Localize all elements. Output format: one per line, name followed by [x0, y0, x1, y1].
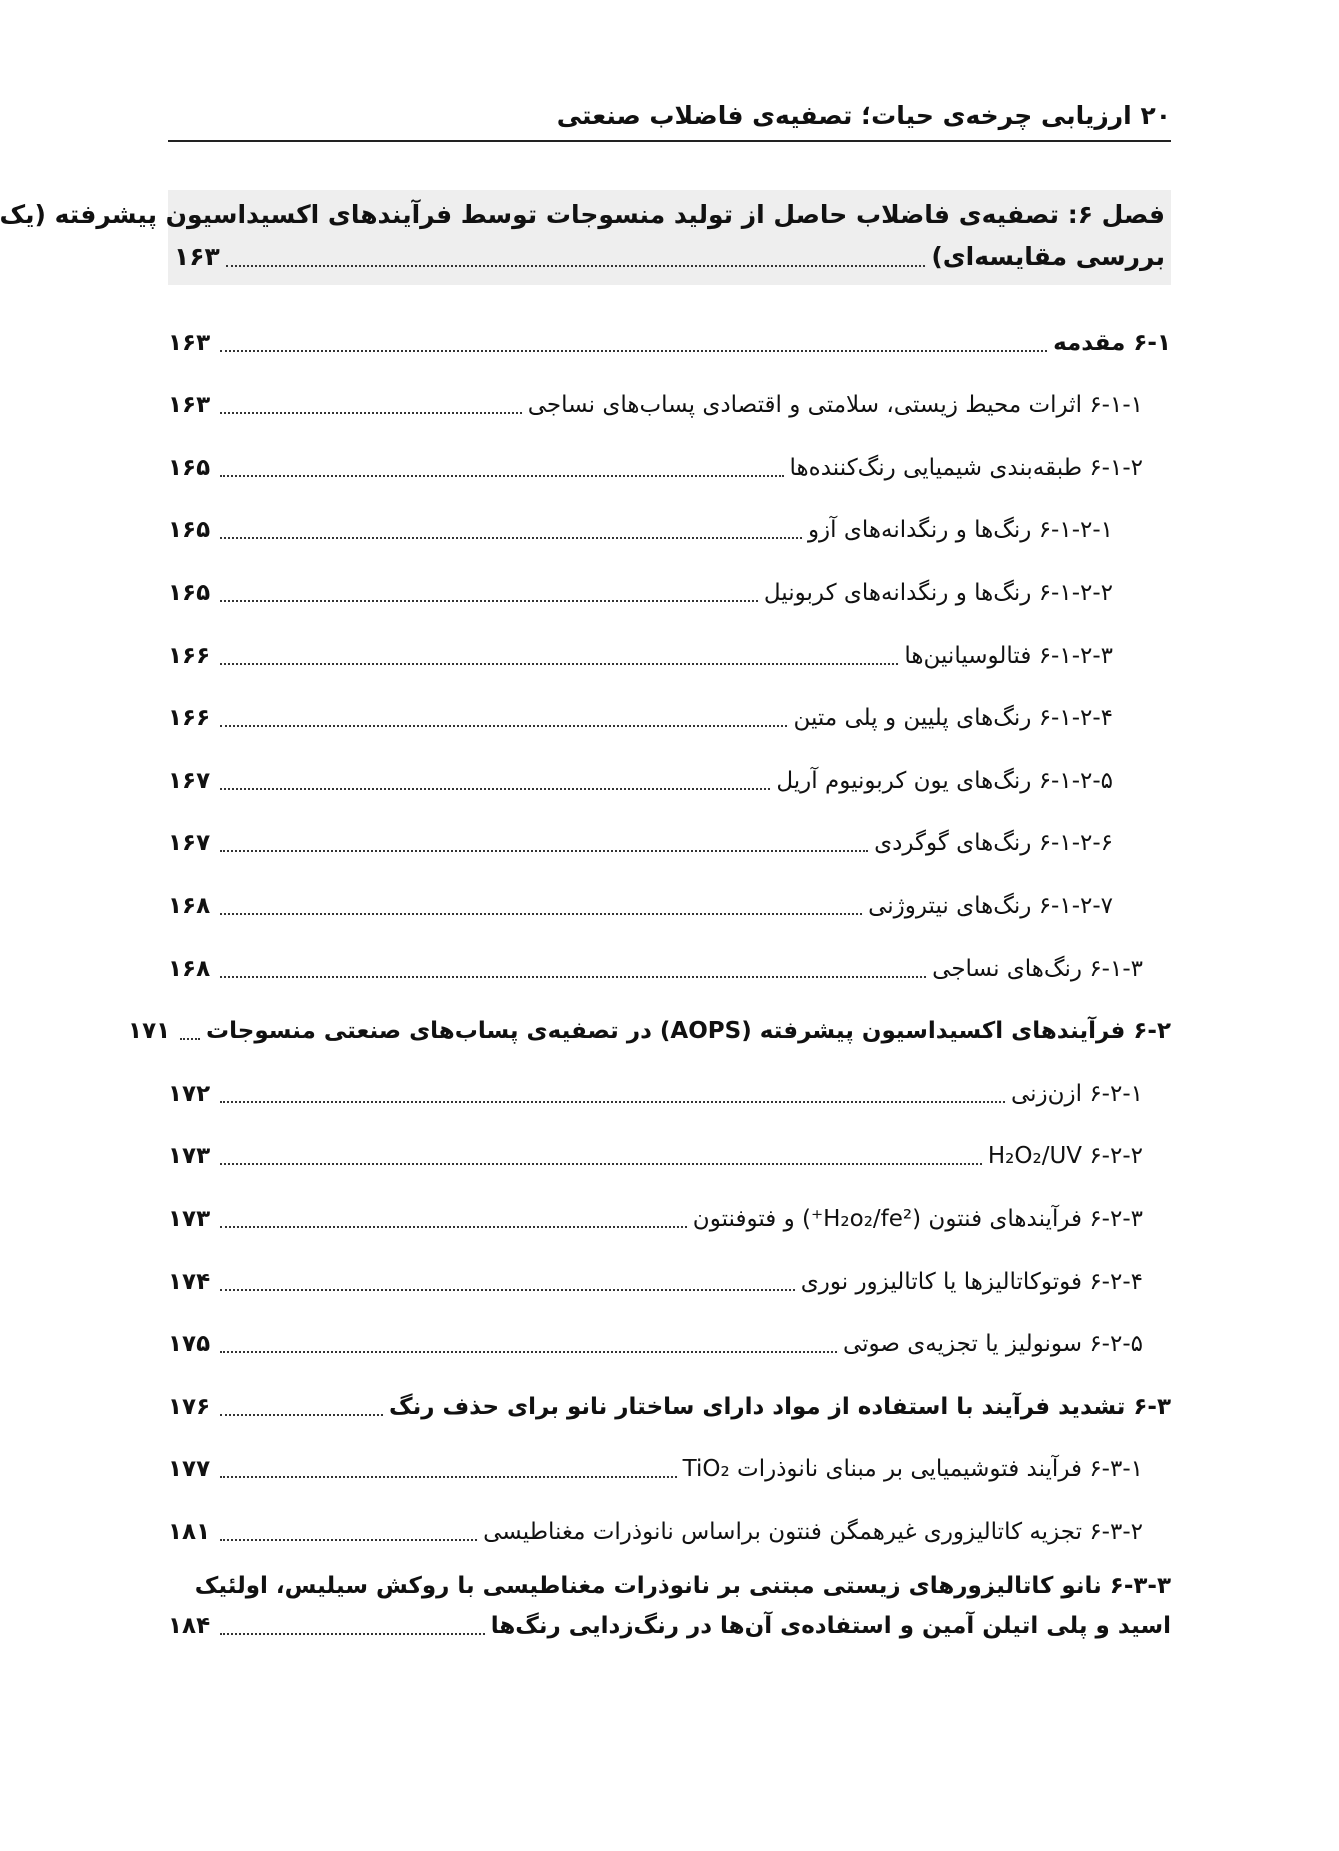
toc-entry-page: ۱۷۳: [168, 1205, 211, 1232]
dot-leader: [220, 475, 784, 477]
toc-entry-title-line2: [168, 1606, 1171, 1646]
toc-entry-page: ۱۷۱: [128, 1018, 171, 1045]
toc-entry-page: ۱۷۴: [168, 1268, 211, 1295]
toc-entry[interactable]: [128, 989, 1171, 1052]
dot-leader: [220, 1226, 687, 1228]
dot-leader: [220, 350, 1047, 352]
dot-leader: [220, 1351, 837, 1353]
toc-entry-title: ۶-۱-۲-۱ رنگ‌ها و رنگدانه‌های آزو: [807, 517, 1113, 544]
toc-entry-page: ۱۶۷: [168, 830, 211, 857]
chapter-title-text: بررسی مقایسه‌ای): [931, 242, 1165, 271]
chapter-title-line2: [174, 236, 1165, 278]
toc-entry-page: ۱۷۵: [168, 1331, 211, 1358]
toc-entry-title: ۶-۳-۲ تجزیه کاتالیزوری غیرهمگن فنتون براساس نانوذرات مغناطیسی: [483, 1518, 1143, 1545]
toc-entry[interactable]: [168, 1114, 1171, 1177]
toc-entry-page: ۱۶۸: [168, 955, 211, 982]
dot-leader: [180, 1038, 200, 1040]
toc-entry[interactable]: [168, 1176, 1171, 1239]
toc-entry[interactable]: [168, 1427, 1171, 1490]
toc-entry-title: ۶-۱-۲-۴ رنگ‌های پلیین و پلی متین: [793, 705, 1113, 732]
toc-entry-page: ۱۷۲: [168, 1080, 211, 1107]
toc-entry-title: اسید و پلی اتیلن آمین و استفاده‌ی آن‌ها در رنگ‌زدایی رنگ‌ها: [490, 1612, 1171, 1639]
dot-leader: [220, 663, 898, 665]
toc-entry[interactable]: [168, 1302, 1171, 1365]
toc-entry-title: ۶-۲-۳ فرآیندهای فنتون (H₂o₂/fe²⁺) و فتوفنتون: [692, 1205, 1143, 1232]
dot-leader: [220, 725, 787, 727]
toc-entry-page: ۱۶۳: [168, 329, 211, 356]
toc-entry-title: ۶-۱ مقدمه: [1053, 329, 1171, 356]
toc-entry-page: ۱۶۶: [168, 642, 211, 669]
toc-entry[interactable]: [168, 1051, 1171, 1114]
toc-entry-title-line1: ۶-۳-۳ نانو کاتالیزورهای زیستی مبتنی بر نانوذرات مغناطیسی با روکش سیلیس، اولئیک: [194, 1572, 1171, 1599]
toc-entry-page: ۱۶۷: [168, 767, 211, 794]
toc-entry-title: ۶-۱-۳ رنگ‌های نساجی: [932, 955, 1143, 982]
toc-entry-page: ۱۶۶: [168, 705, 211, 732]
dot-leader: [220, 976, 926, 978]
dot-leader: [220, 913, 862, 915]
toc-entries: [128, 300, 1171, 1552]
toc-entry-title: ۶-۱-۲-۳ فتالوسیانین‌ها: [904, 642, 1113, 669]
toc-entry-title: ۶-۱-۲-۶ رنگ‌های گوگردی: [874, 830, 1113, 857]
toc-entry[interactable]: [168, 425, 1171, 488]
dot-leader: [220, 1163, 982, 1165]
toc-entry-title: ۶-۱-۲ طبقه‌بندی شیمیایی رنگ‌کننده‌ها: [789, 454, 1143, 481]
toc-entry[interactable]: [168, 676, 1171, 739]
dot-leader: [220, 850, 868, 852]
toc-entry-title: ۶-۲ فرآیندهای اکسیداسیون پیشرفته (AOPS) در تصفیه‌ی پساب‌های صنعتی منسوجات: [206, 1018, 1171, 1045]
dot-leader: [220, 1633, 485, 1635]
chapter-title-line1: فصل ۶: تصفیه‌ی فاضلاب حاصل از تولید منسوجات توسط فرآیندهای اکسیداسیون پیشرفته (یک: [0, 200, 1165, 229]
dot-leader: [220, 600, 758, 602]
toc-entry-page: ۱۶۵: [168, 454, 211, 481]
toc-entry-title: ۶-۲-۵ سونولیز یا تجزیه‌ی صوتی: [842, 1331, 1143, 1358]
dot-leader: [226, 265, 926, 267]
toc-entry[interactable]: [168, 1364, 1171, 1427]
toc-entry-title: ۶-۳ تشدید فرآیند با استفاده از مواد دارای ساختار نانو برای حذف رنگ: [389, 1393, 1171, 1420]
toc-entry[interactable]: [168, 1239, 1171, 1302]
dot-leader: [220, 1539, 477, 1541]
toc-entry[interactable]: [168, 863, 1171, 926]
dot-leader: [220, 537, 802, 539]
toc-entry-page: ۱۷۳: [168, 1143, 211, 1170]
toc-entry-title: ۶-۳-۱ فرآیند فتوشیمیایی بر مبنای نانوذرات TiO₂: [682, 1456, 1143, 1483]
dot-leader: [220, 1289, 795, 1291]
toc-entry[interactable]: [168, 300, 1171, 363]
chapter-heading: [0, 190, 1171, 285]
toc-entry-page: ۱۸۱: [168, 1518, 211, 1545]
dot-leader: [220, 788, 770, 790]
toc-entry-title: ۶-۱-۲-۲ رنگ‌ها و رنگدانه‌های کربونیل: [763, 579, 1113, 606]
toc-entry-page: ۱۷۶: [168, 1393, 211, 1420]
table-of-contents: [128, 300, 1171, 1646]
toc-entry-page: ۱۶۵: [168, 517, 211, 544]
toc-entry-title: ۶-۱-۲-۵ رنگ‌های یون کربونیوم آریل: [776, 767, 1113, 794]
toc-entry-multiline[interactable]: [168, 1566, 1171, 1646]
toc-entry-title: ۶-۲-۱ ازن‌زنی: [1010, 1080, 1143, 1107]
running-header-text: ۲۰ ارزیابی چرخه‌ی حیات؛ تصفیه‌ی فاضلاب صنعتی: [556, 101, 1171, 130]
toc-entry[interactable]: [168, 926, 1171, 989]
toc-entry-page: ۱۷۷: [168, 1456, 211, 1483]
dot-leader: [220, 1414, 383, 1416]
chapter-page-number: ۱۶۳: [174, 242, 220, 271]
toc-entry-title: ۶-۲-۲ H₂O₂/UV: [987, 1143, 1143, 1170]
toc-entry[interactable]: [168, 363, 1171, 426]
toc-entry-page: ۱۶۳: [168, 392, 211, 419]
toc-entry-page: ۱۸۴: [168, 1612, 211, 1639]
running-header: [168, 95, 1171, 137]
toc-entry[interactable]: [168, 550, 1171, 613]
toc-entry-title: ۶-۲-۴ فوتوکاتالیزها یا کاتالیزور نوری: [800, 1268, 1143, 1295]
toc-entry-page: ۱۶۵: [168, 579, 211, 606]
dot-leader: [220, 412, 522, 414]
dot-leader: [220, 1476, 677, 1478]
toc-entry[interactable]: [168, 1489, 1171, 1552]
dot-leader: [220, 1101, 1005, 1103]
toc-entry[interactable]: [168, 801, 1171, 864]
toc-entry[interactable]: [168, 613, 1171, 676]
toc-entry-title: ۶-۱-۱ اثرات محیط زیستی، سلامتی و اقتصادی پساب‌های نساجی: [527, 392, 1143, 419]
toc-entry[interactable]: [168, 738, 1171, 801]
toc-entry-page: ۱۶۸: [168, 892, 211, 919]
toc-entry[interactable]: [168, 488, 1171, 551]
header-rule: [168, 140, 1171, 142]
toc-entry-title: ۶-۱-۲-۷ رنگ‌های نیتروژنی: [868, 892, 1113, 919]
